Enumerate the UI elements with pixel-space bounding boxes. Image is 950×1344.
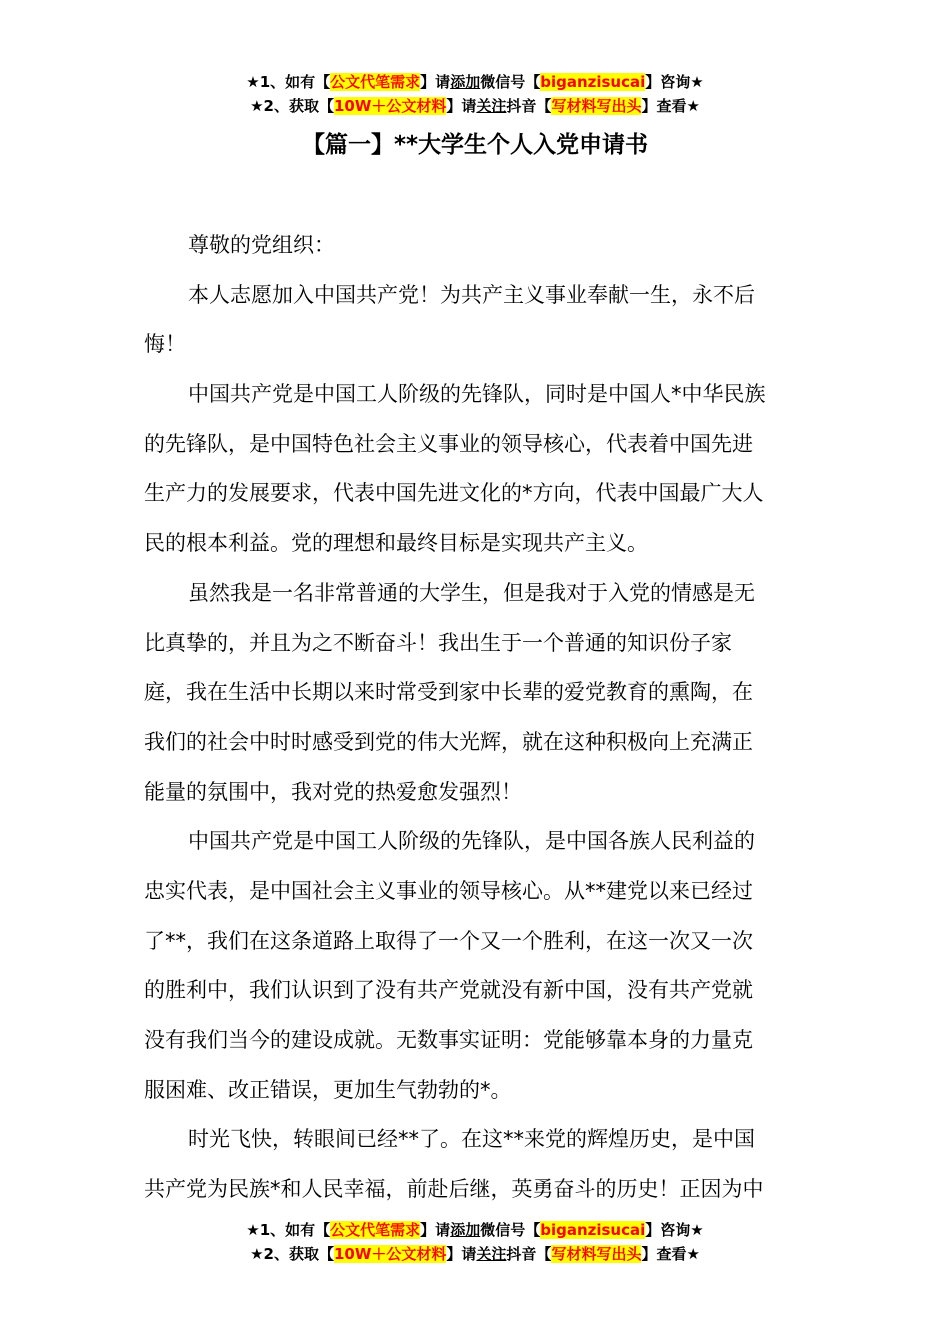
promo-douyin-id: 写材料写出头 <box>551 97 642 115</box>
promo-text: 微信号【 <box>480 73 541 91</box>
paragraph-line: 本人志愿加入中国共产党！为共产主义事业奉献一生，永不后 <box>188 282 755 307</box>
promo-douyin-id: 写材料写出头 <box>551 1245 642 1263</box>
promo-line-1 <box>0 70 950 94</box>
promo-header <box>0 70 950 118</box>
salutation: 尊敬的党组织： <box>188 233 335 257</box>
promo-line-2 <box>0 1242 950 1266</box>
promo-underlined: 添加 <box>450 1221 481 1239</box>
promo-text: ★2、获取【 <box>250 1245 334 1263</box>
paragraph-line: 庭，我在生活中长期以来时常受到家中长辈的爱党教育的熏陶，在 <box>144 680 753 705</box>
paragraph-line: 悔！ <box>144 332 186 357</box>
promo-wechat-id: biganzisucai <box>540 73 646 91</box>
paragraph-line: 比真挚的，并且为之不断奋斗！我出生于一个普通的知识份子家 <box>144 630 732 655</box>
paragraph-line: 时光飞快，转眼间已经**了。在这**来党的辉煌历史，是中国 <box>188 1127 755 1152</box>
paragraph-line: 的胜利中，我们认识到了没有共产党就没有新中国，没有共产党就 <box>144 978 753 1003</box>
paragraph-line: 共产党为民族*和人民幸福，前赴后继，英勇奋斗的历史！正因为中 <box>144 1177 764 1202</box>
promo-underlined: 关注 <box>476 1245 507 1263</box>
paragraph-line: 中国共产党是中国工人阶级的先锋队，是中国各族人民利益的 <box>188 829 755 854</box>
paragraph-line: 没有我们当今的建设成就。无数事实证明：党能够靠本身的力量克 <box>144 1028 753 1052</box>
paragraph-line: 了**，我们在这条道路上取得了一个又一个胜利，在这一次又一次 <box>144 928 753 953</box>
paragraph-line: 民的根本利益。党的理想和最终目标是实现共产主义。 <box>144 531 648 556</box>
paragraph-line: 的先锋队，是中国特色社会主义事业的领导核心，代表着中国先进 <box>144 431 753 456</box>
promo-highlight: 10W＋公文材料 <box>333 1245 447 1263</box>
promo-line-1 <box>0 1218 950 1242</box>
promo-text: ★2、获取【 <box>250 97 334 115</box>
paragraph-line: 虽然我是一名非常普通的大学生，但是我对于入党的情感是无 <box>188 580 755 605</box>
promo-footer <box>0 1218 950 1266</box>
promo-underlined: 关注 <box>476 97 507 115</box>
promo-text: 】请 <box>420 73 451 91</box>
promo-text: 】请 <box>446 1245 477 1263</box>
promo-text: 抖音【 <box>506 97 552 115</box>
paragraph-line: 忠实代表，是中国社会主义事业的领导核心。从**建党以来已经过 <box>144 878 753 903</box>
paragraph-line: 中国共产党是中国工人阶级的先锋队，同时是中国人*中华民族 <box>188 382 766 407</box>
paragraph-line: 服困难、改正错误，更加生气勃勃的*。 <box>144 1077 512 1102</box>
paragraph-line: 能量的氛围中，我对党的热爱愈发强烈！ <box>144 779 522 804</box>
promo-wechat-id: biganzisucai <box>540 1221 646 1239</box>
promo-text: 】咨询★ <box>645 73 704 91</box>
promo-text: 】咨询★ <box>645 1221 704 1239</box>
promo-line-2 <box>0 94 950 118</box>
promo-text: 】请 <box>420 1221 451 1239</box>
promo-text: 抖音【 <box>506 1245 552 1263</box>
promo-highlight: 公文代笔需求 <box>330 1221 421 1239</box>
promo-highlight: 10W＋公文材料 <box>333 97 447 115</box>
promo-text: 】查看★ <box>641 97 700 115</box>
document-body <box>144 221 806 1215</box>
promo-text: ★1、如有【 <box>246 73 331 91</box>
promo-text: 微信号【 <box>480 1221 541 1239</box>
promo-text: ★1、如有【 <box>246 1221 331 1239</box>
document-title: 【篇一】**大学生个人入党申请书 <box>301 132 649 158</box>
paragraph-line: 生产力的发展要求，代表中国先进文化的*方向，代表中国最广大人 <box>144 481 764 506</box>
promo-text: 】查看★ <box>641 1245 700 1263</box>
promo-highlight: 公文代笔需求 <box>330 73 421 91</box>
promo-underlined: 添加 <box>450 73 481 91</box>
promo-text: 】请 <box>446 97 477 115</box>
paragraph-line: 我们的社会中时时感受到党的伟大光辉，就在这种积极向上充满正 <box>144 729 753 754</box>
